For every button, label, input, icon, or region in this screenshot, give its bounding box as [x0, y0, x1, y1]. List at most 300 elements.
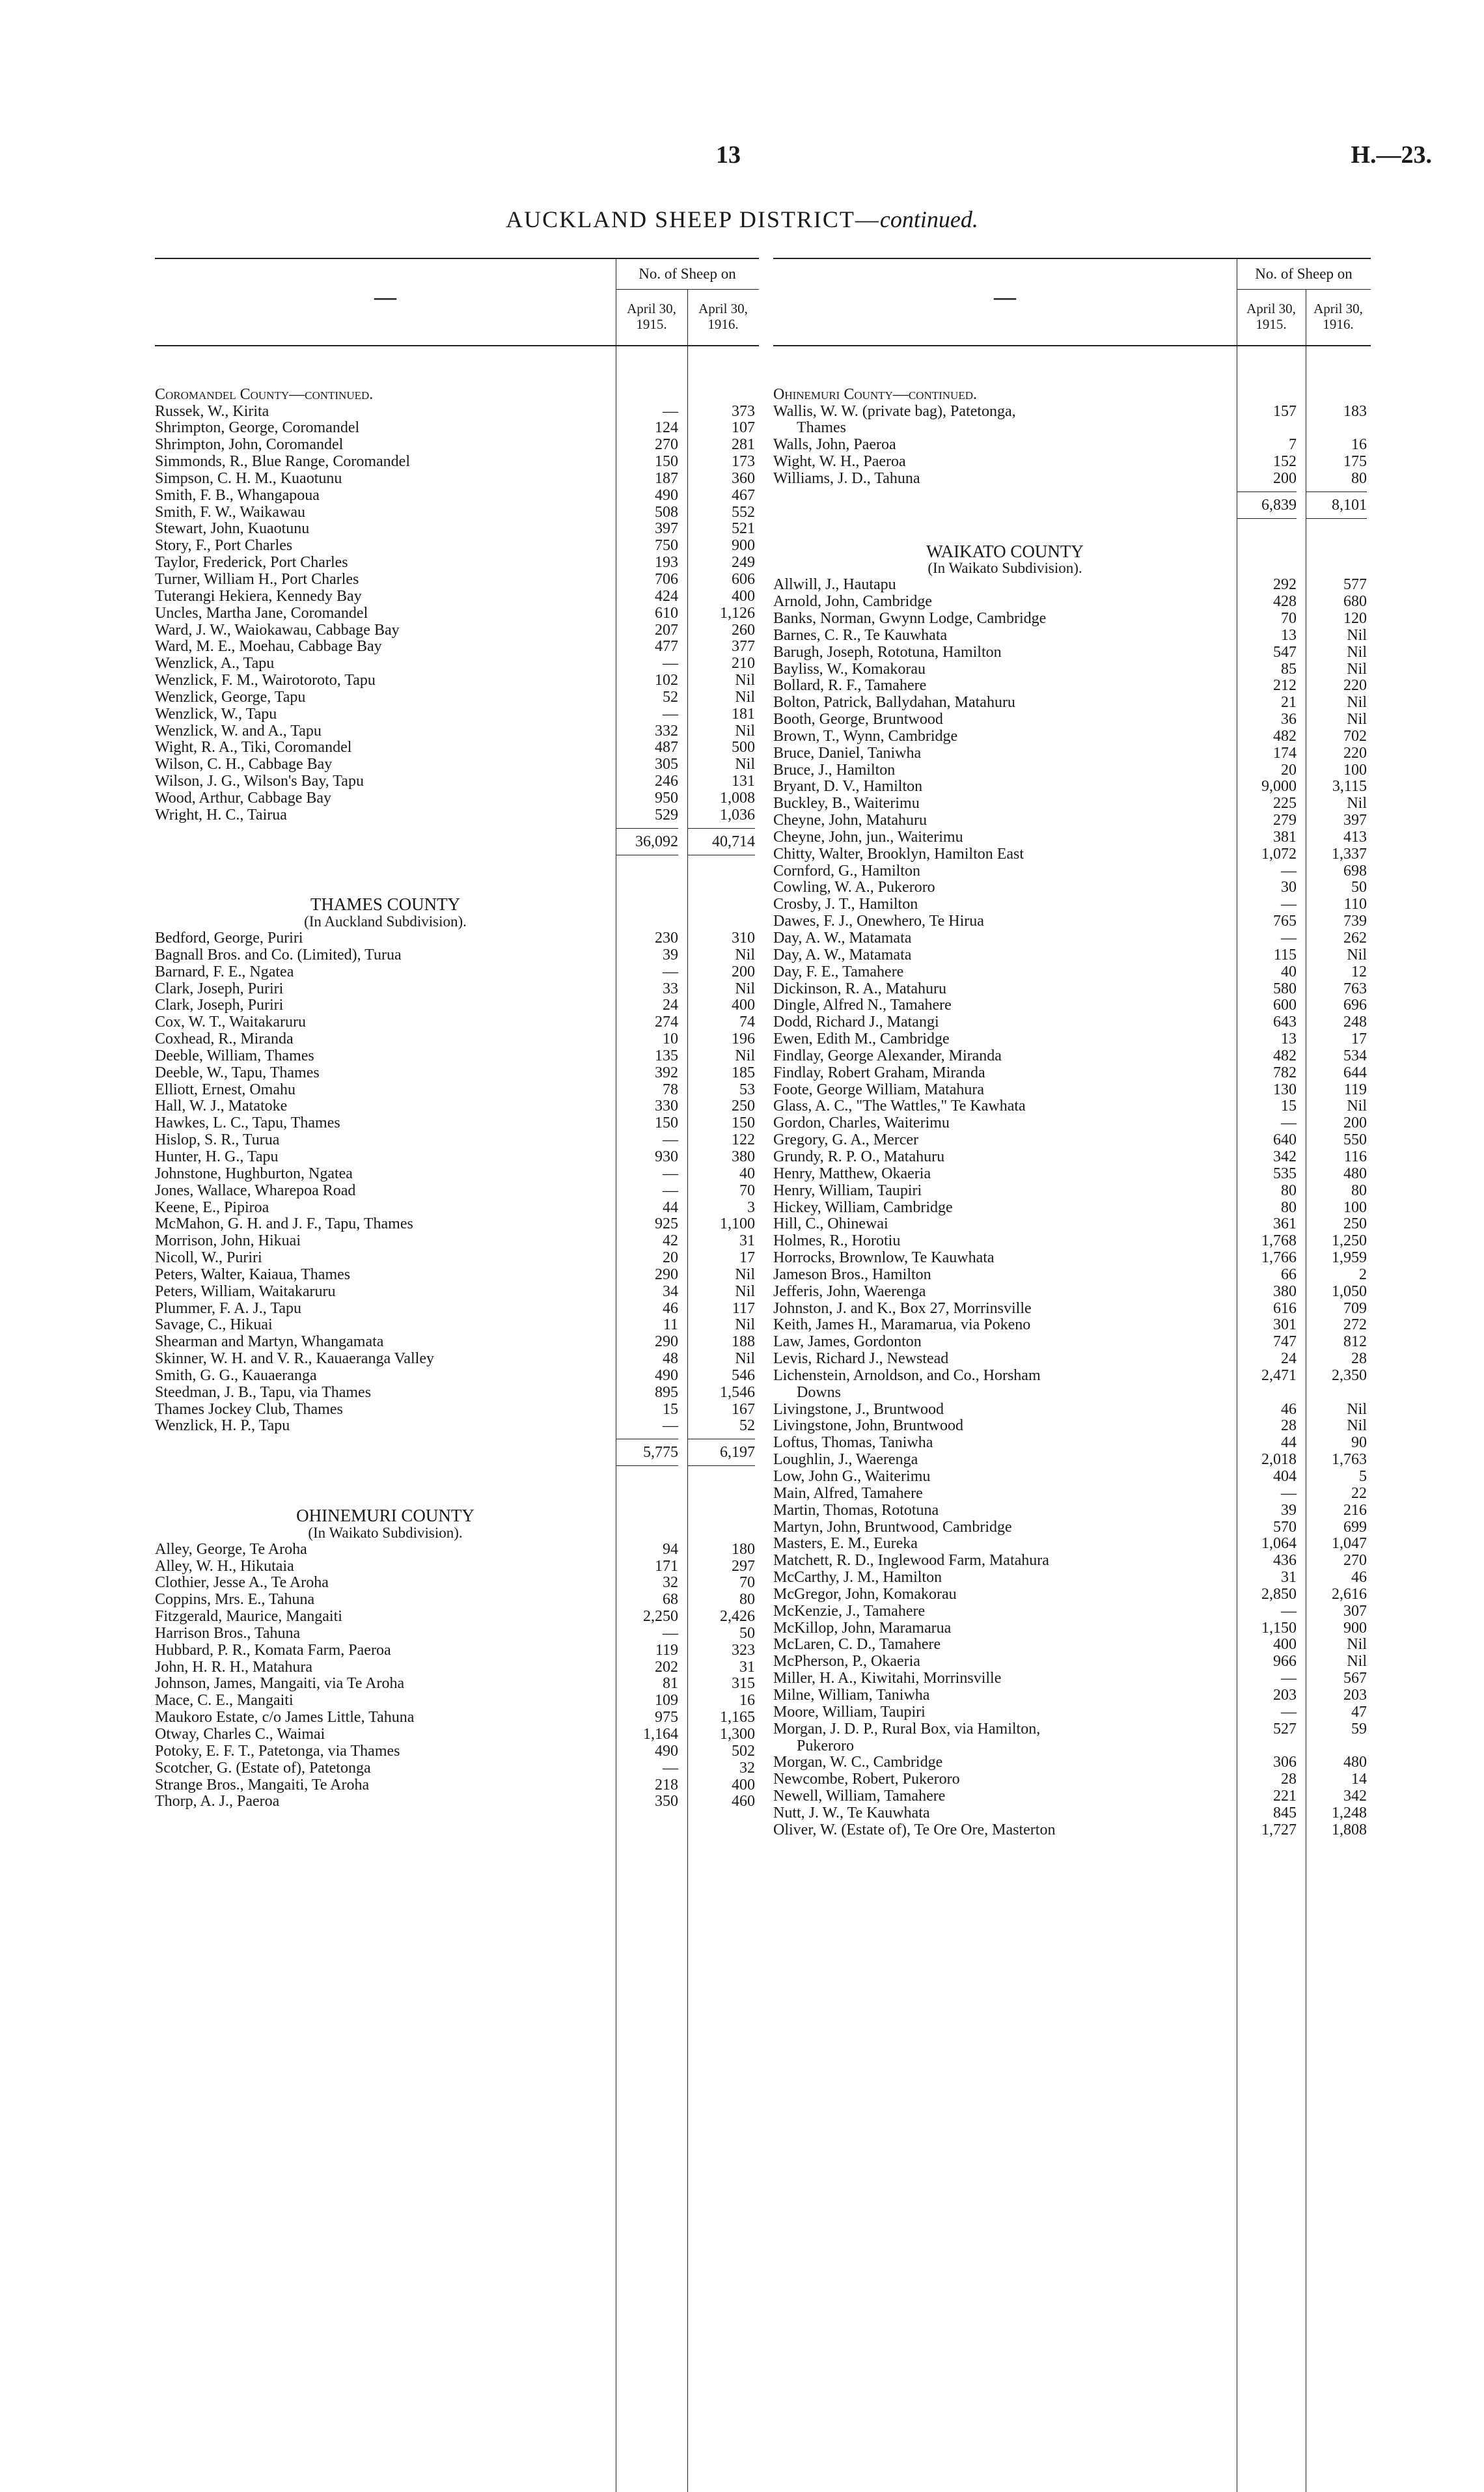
- table-row: [773, 1637, 1371, 1654]
- table-row: [773, 1553, 1371, 1570]
- owner-name: Bagnall Bros. and Co. (Limited), Turua: [155, 947, 402, 963]
- sheep-1915: 28: [1281, 1417, 1297, 1435]
- table-row: [773, 745, 1371, 762]
- sheep-1915: 290: [655, 1333, 678, 1351]
- sheep-1916: Nil: [1347, 694, 1367, 712]
- page-number: 13: [716, 141, 741, 169]
- sheep-1915: 279: [1273, 812, 1297, 829]
- sheep-1916: 297: [732, 1557, 755, 1575]
- sheep-1915: —: [663, 402, 678, 420]
- owner-name: Gregory, G. A., Mercer: [773, 1132, 919, 1149]
- header-group-label: No. of Sheep on: [1255, 266, 1353, 282]
- sheep-1916: Nil: [1347, 1636, 1367, 1654]
- sheep-1915: 950: [655, 789, 678, 807]
- sheep-1916: 397: [1343, 812, 1367, 829]
- sheep-1915: 306: [1273, 1754, 1297, 1771]
- owner-name: Alley, George, Te Aroha: [155, 1541, 307, 1558]
- sheep-1915: 845: [1273, 1804, 1297, 1821]
- owner-name: Bedford, George, Puriri: [155, 930, 303, 947]
- sheep-1915: 157: [1273, 402, 1297, 420]
- sheep-1916: 567: [1343, 1670, 1367, 1687]
- table-row: [773, 1098, 1371, 1115]
- owner-name: Morgan, J. D. P., Rural Box, via Hamilton,: [773, 1721, 1041, 1737]
- sheep-1916: 22: [1351, 1484, 1367, 1502]
- table-row: [773, 1065, 1371, 1082]
- sheep-1915: 765: [1273, 913, 1297, 930]
- sheep-1916: 1,047: [1332, 1535, 1367, 1553]
- section-title: THAMES COUNTY: [310, 896, 461, 914]
- owner-name: Livingstone, John, Bruntwood: [773, 1418, 963, 1435]
- sheep-1915: 1,072: [1261, 845, 1297, 863]
- sheep-1915: 119: [655, 1641, 678, 1659]
- sheep-1916: 400: [732, 1776, 755, 1793]
- owner-name: Peters, William, Waitakaruru: [155, 1283, 336, 1300]
- sheep-1915: 46: [1281, 1400, 1297, 1418]
- sheep-1916: 1,959: [1332, 1249, 1367, 1267]
- owner-name: Dodd, Richard J., Matangi: [773, 1014, 939, 1031]
- table-header: [155, 258, 759, 346]
- owner-name: Cheyne, John, Matahuru: [773, 812, 927, 829]
- table-row: [773, 1250, 1371, 1267]
- sheep-1915: 350: [655, 1793, 678, 1810]
- owner-name: Turner, William H., Port Charles: [155, 571, 359, 588]
- owner-name: Findlay, George Alexander, Miranda: [773, 1047, 1002, 1064]
- sheep-1915: 616: [1273, 1299, 1297, 1317]
- sheep-1915: 487: [655, 739, 678, 756]
- table-row: [155, 1385, 759, 1402]
- title-continued: continued.: [879, 206, 978, 232]
- head-row: [773, 387, 1371, 404]
- sheep-1915: 1,150: [1261, 1619, 1297, 1637]
- table-row: [155, 1014, 759, 1031]
- right-column: [773, 258, 1371, 2276]
- sheep-1916: 400: [732, 587, 755, 605]
- owner-name: Bruce, Daniel, Taniwha: [773, 745, 922, 762]
- owner-name: Shearman and Martyn, Whangamata: [155, 1334, 384, 1351]
- sheep-1916: 360: [732, 469, 755, 487]
- sheep-1916: Nil: [1347, 626, 1367, 644]
- table-row: [155, 1609, 759, 1626]
- sheep-1916: 1,050: [1332, 1282, 1367, 1300]
- sheep-1916: 107: [732, 419, 755, 437]
- sheep-1916: 100: [1343, 1198, 1367, 1216]
- sheep-1916: 31: [739, 1232, 755, 1250]
- table-row: [773, 913, 1371, 930]
- sheep-1916: 80: [1351, 469, 1367, 487]
- table-row: [155, 1098, 759, 1115]
- table-row: [155, 1351, 759, 1368]
- sheep-1915: —: [663, 1131, 678, 1149]
- sheep-1916: 480: [1343, 1754, 1367, 1771]
- sheep-1915: 508: [655, 503, 678, 521]
- sheep-1916: 900: [1343, 1619, 1367, 1637]
- sheep-1915: 2,850: [1261, 1585, 1297, 1603]
- sheep-1916: 2,350: [1332, 1366, 1367, 1384]
- table-row: [773, 644, 1371, 661]
- sheep-1916: 1,126: [720, 604, 755, 622]
- sheep-1915: 404: [1273, 1468, 1297, 1485]
- table-row: [155, 1183, 759, 1200]
- sheep-1916: 31: [739, 1658, 755, 1676]
- owner-name: Hill, C., Ohinewai: [773, 1216, 888, 1233]
- sheep-1915: 150: [655, 453, 678, 471]
- sub-row: [155, 913, 759, 930]
- owner-name: Hall, W. J., Matatoke: [155, 1098, 288, 1115]
- sheep-1916: 2,426: [720, 1608, 755, 1626]
- table-row: [155, 1082, 759, 1099]
- sheep-1915: 212: [1273, 677, 1297, 695]
- table-row: [155, 1048, 759, 1065]
- owner-name: Wilson, J. G., Wilson's Bay, Tapu: [155, 773, 364, 790]
- table-row: [155, 947, 759, 964]
- sheep-1915: 85: [1281, 660, 1297, 678]
- sheep-1915: 225: [1273, 795, 1297, 812]
- sheep-1916: 14: [1351, 1771, 1367, 1788]
- sheep-1915: 46: [663, 1299, 678, 1317]
- sheep-1915: 290: [655, 1266, 678, 1283]
- sheep-1915: —: [663, 1417, 678, 1435]
- sheep-1915: 36: [1281, 711, 1297, 728]
- table-row: [155, 964, 759, 981]
- sheep-1916: Nil: [1347, 1098, 1367, 1115]
- owner-name: Dingle, Alfred N., Tamahere: [773, 997, 952, 1014]
- table-row: [155, 1301, 759, 1318]
- owner-name: Moore, William, Taupiri: [773, 1704, 926, 1721]
- table-row: [155, 656, 759, 672]
- owner-name: Wight, W. H., Paeroa: [773, 454, 906, 471]
- sheep-1916: 110: [1343, 896, 1367, 913]
- owner-name: McPherson, P., Okaeria: [773, 1654, 920, 1670]
- owner-name: Wenzlick, F. M., Wairotoroto, Tapu: [155, 672, 376, 689]
- sheep-1915: 1,768: [1261, 1232, 1297, 1250]
- owner-name: Steedman, J. B., Tapu, via Thames: [155, 1384, 372, 1401]
- sheep-1916: 248: [1343, 1014, 1367, 1031]
- sheep-1915: 706: [655, 570, 678, 588]
- sheep-1916: 28: [1351, 1350, 1367, 1368]
- sheep-1916: 70: [739, 1574, 755, 1592]
- sheep-1915: 81: [663, 1675, 678, 1693]
- sheep-1916: 552: [732, 503, 755, 521]
- left-column: [155, 258, 759, 2276]
- sheep-1915: —: [663, 1182, 678, 1199]
- sheep-1915: 477: [655, 638, 678, 656]
- sheep-1915: 20: [1281, 761, 1297, 779]
- sheep-1916: 502: [732, 1742, 755, 1760]
- sheep-1915: 13: [1281, 626, 1297, 644]
- title-main: AUCKLAND SHEEP DISTRICT—: [506, 206, 880, 232]
- sheep-1915: 200: [1273, 469, 1297, 487]
- owner-name: Wight, R. A., Tiki, Coromandel: [155, 740, 352, 756]
- table-row: [155, 1132, 759, 1149]
- table-row: [155, 1418, 759, 1435]
- owner-name: Main, Alfred, Tamahere: [773, 1485, 923, 1502]
- owner-name: Loftus, Thomas, Taniwha: [773, 1435, 933, 1452]
- owner-name: Potoky, E. F. T., Patetonga, via Thames: [155, 1743, 400, 1760]
- table-row: [155, 1726, 759, 1743]
- owner-name: Uncles, Martha Jane, Coromandel: [155, 605, 368, 622]
- table-row: [155, 471, 759, 488]
- sheep-1916: 1,763: [1332, 1451, 1367, 1469]
- owner-name: Brown, T., Wynn, Cambridge: [773, 728, 958, 745]
- sheep-1916: 200: [732, 963, 755, 980]
- table-row: [155, 773, 759, 790]
- table-row: [155, 404, 759, 421]
- total-1916: 6,197: [687, 1439, 755, 1466]
- sheep-1916: 5: [1359, 1468, 1367, 1485]
- table-row: [155, 420, 759, 437]
- owner-name: Henry, William, Taupiri: [773, 1182, 922, 1199]
- owner-name: Loughlin, J., Waerenga: [773, 1452, 918, 1469]
- owner-name: Hickey, William, Cambridge: [773, 1199, 953, 1216]
- table-row: [155, 1368, 759, 1385]
- sheep-1916: 183: [1343, 402, 1367, 420]
- owner-name: McMahon, G. H. and J. F., Tapu, Thames: [155, 1216, 413, 1233]
- table-row: [773, 796, 1371, 812]
- table-row: [773, 1822, 1371, 1839]
- table-row: [155, 572, 759, 588]
- sheep-1915: 397: [655, 520, 678, 538]
- sheep-1915: 482: [1273, 1047, 1297, 1064]
- owner-name: Findlay, Robert Graham, Miranda: [773, 1064, 985, 1081]
- table-row: [773, 829, 1371, 846]
- sheep-1915: 580: [1273, 980, 1297, 997]
- table-row: [155, 1166, 759, 1183]
- gap-row: [155, 370, 759, 387]
- owner-name: Banks, Norman, Gwynn Lodge, Cambridge: [773, 610, 1047, 627]
- table-row: [773, 678, 1371, 695]
- sheep-1916: 1,337: [1332, 845, 1367, 863]
- table-row: [155, 1216, 759, 1233]
- sheep-1916: 220: [1343, 677, 1367, 695]
- owner-name: Bollard, R. F., Tamahere: [773, 678, 927, 695]
- sheep-1915: 270: [655, 436, 678, 454]
- owner-name: Keith, James H., Maramarua, via Pokeno: [773, 1317, 1031, 1334]
- owner-name: Thames: [797, 420, 846, 437]
- owner-name: Smith, F. W., Waikawau: [155, 504, 306, 521]
- table-row: [155, 930, 759, 947]
- sheep-1915: 400: [1273, 1636, 1297, 1654]
- sheep-1915: 171: [655, 1557, 678, 1575]
- table-row: [773, 1620, 1371, 1637]
- sheep-1915: 330: [655, 1098, 678, 1115]
- owner-name: Story, F., Port Charles: [155, 538, 293, 555]
- sheep-1915: 747: [1273, 1333, 1297, 1351]
- sheep-1916: 500: [732, 739, 755, 756]
- sheep-1916: 131: [732, 773, 755, 790]
- sheep-1915: 305: [655, 756, 678, 773]
- sheep-1916: 32: [739, 1759, 755, 1777]
- sheep-1916: 117: [732, 1299, 755, 1317]
- table-row: [773, 454, 1371, 471]
- table-row: [773, 1334, 1371, 1351]
- sheep-1915: —: [1281, 896, 1297, 913]
- sheep-1915: 600: [1273, 997, 1297, 1014]
- sheep-1915: 52: [663, 688, 678, 706]
- table-row: [773, 1402, 1371, 1419]
- sheep-1916: 644: [1343, 1064, 1367, 1081]
- sheep-1915: 33: [663, 980, 678, 997]
- page-title: [0, 206, 1484, 233]
- owner-name: Tuterangi Hekiera, Kennedy Bay: [155, 588, 362, 605]
- sheep-1915: 21: [1281, 694, 1297, 712]
- sheep-1916: 680: [1343, 593, 1367, 611]
- sheep-1916: Nil: [735, 1282, 755, 1300]
- table-row: [773, 1267, 1371, 1284]
- table-row: [773, 1721, 1371, 1738]
- table-row: [773, 1418, 1371, 1435]
- table-row: [773, 981, 1371, 998]
- owner-name: Wenzlick, W., Tapu: [155, 706, 277, 723]
- owner-name: Clothier, Jesse A., Te Aroha: [155, 1575, 329, 1592]
- sheep-1915: 174: [1273, 744, 1297, 762]
- table-row: [773, 863, 1371, 880]
- owner-name: Masters, E. M., Eureka: [773, 1536, 918, 1553]
- table-row: [773, 1284, 1371, 1301]
- sheep-1915: 48: [663, 1350, 678, 1368]
- table-row: [155, 1267, 759, 1284]
- sheep-1916: 260: [732, 621, 755, 639]
- owner-name: Morrison, John, Hikuai: [155, 1233, 301, 1250]
- sheep-1916: 17: [739, 1249, 755, 1267]
- table-row: [155, 981, 759, 998]
- sheep-1915: 2,250: [643, 1608, 678, 1626]
- owner-name: Wenzlick, W. and A., Tapu: [155, 723, 322, 740]
- sheep-1916: 702: [1343, 727, 1367, 745]
- table-row: [155, 1743, 759, 1760]
- table-row: [773, 1704, 1371, 1721]
- sheep-1915: 292: [1273, 576, 1297, 594]
- table-row: [773, 1586, 1371, 1603]
- owner-name: Oliver, W. (Estate of), Te Ore Ore, Masterton: [773, 1821, 1056, 1838]
- header-col-1916: April 30, 1916.: [1313, 301, 1363, 332]
- owner-name: Coppins, Mrs. E., Tahuna: [155, 1592, 315, 1609]
- owner-name: Johnstone, Hughburton, Ngatea: [155, 1165, 353, 1182]
- table-row: [155, 740, 759, 756]
- sheep-1915: 930: [655, 1148, 678, 1165]
- sheep-1915: 34: [663, 1282, 678, 1300]
- sheep-1916: 315: [732, 1675, 755, 1693]
- sheep-1916: 262: [1343, 930, 1367, 947]
- owner-name: Cowling, W. A., Pukeroro: [773, 879, 935, 896]
- table-row: [773, 728, 1371, 745]
- sheep-1915: 428: [1273, 593, 1297, 611]
- sheep-1916: 53: [739, 1081, 755, 1098]
- sheep-1916: 534: [1343, 1047, 1367, 1064]
- owner-name: Savage, C., Hikuai: [155, 1317, 273, 1334]
- sheep-1916: 1,008: [720, 789, 755, 807]
- sheep-1916: 272: [1343, 1316, 1367, 1334]
- owner-name: Hunter, H. G., Tapu: [155, 1148, 279, 1165]
- sheep-1915: —: [1281, 930, 1297, 947]
- table-row: [155, 1592, 759, 1609]
- sheep-1915: 643: [1273, 1014, 1297, 1031]
- sheep-1916: 739: [1343, 913, 1367, 930]
- table-row: [773, 577, 1371, 594]
- table-row: [773, 964, 1371, 981]
- table-row: [155, 1659, 759, 1676]
- sheep-1915: 527: [1273, 1720, 1297, 1737]
- gap-row: [773, 527, 1371, 544]
- table-row: [155, 1250, 759, 1267]
- header-col-1915: April 30, 1915.: [627, 301, 676, 332]
- table-row: [773, 1183, 1371, 1200]
- table-row: [155, 1693, 759, 1710]
- cont-row: [773, 420, 1371, 437]
- table-row: [773, 947, 1371, 964]
- sheep-1916: 281: [732, 436, 755, 454]
- table-row: [155, 1233, 759, 1250]
- owner-name: Wright, H. C., Tairua: [155, 807, 287, 824]
- table-row: [773, 471, 1371, 488]
- owner-name: Ewen, Edith M., Cambridge: [773, 1031, 950, 1048]
- table-row: [155, 706, 759, 723]
- sheep-1915: 1,727: [1261, 1821, 1297, 1838]
- sheep-1916: 1,165: [720, 1709, 755, 1726]
- owner-name: Barnard, F. E., Ngatea: [155, 963, 294, 980]
- section-row: [155, 1508, 759, 1525]
- table-row: [155, 437, 759, 454]
- sheep-1915: —: [663, 705, 678, 723]
- table-row: [773, 1536, 1371, 1553]
- sheep-1916: Nil: [1347, 1417, 1367, 1435]
- sheep-1916: 200: [1343, 1114, 1367, 1132]
- total-1915: 5,775: [616, 1439, 678, 1466]
- sheep-1915: 2,471: [1261, 1366, 1297, 1384]
- sheep-1915: 94: [663, 1540, 678, 1558]
- table-row: [773, 1166, 1371, 1183]
- table-row: [155, 1065, 759, 1082]
- table-row: [773, 762, 1371, 779]
- section-row: [155, 896, 759, 913]
- sheep-1916: 270: [1343, 1552, 1367, 1570]
- owner-name: Maukoro Estate, c/o James Little, Tahuna: [155, 1710, 415, 1726]
- sheep-1916: Nil: [1347, 1400, 1367, 1418]
- sheep-1915: 380: [1273, 1282, 1297, 1300]
- sheep-1916: 1,250: [1332, 1232, 1367, 1250]
- owner-name: Hubbard, P. R., Komata Farm, Paeroa: [155, 1642, 391, 1659]
- sheep-1915: —: [1281, 862, 1297, 879]
- sheep-1915: 381: [1273, 828, 1297, 846]
- owner-name: Thorp, A. J., Paeroa: [155, 1793, 280, 1810]
- table-row: [155, 555, 759, 572]
- owner-name: Elliott, Ernest, Omahu: [155, 1081, 295, 1098]
- sheep-1915: 130: [1273, 1081, 1297, 1098]
- sheep-1915: 490: [655, 1742, 678, 1760]
- owner-name: Matchett, R. D., Inglewood Farm, Matahura: [773, 1553, 1049, 1570]
- sheep-1915: 1,164: [643, 1725, 678, 1743]
- sheep-1916: 900: [732, 537, 755, 555]
- owner-name: Levis, Richard J., Newstead: [773, 1351, 949, 1368]
- sheep-1915: 187: [655, 469, 678, 487]
- sheep-1915: 895: [655, 1383, 678, 1401]
- table-row: [155, 1575, 759, 1592]
- section-title: WAIKATO COUNTY: [926, 543, 1084, 561]
- owner-name: Crosby, J. T., Hamilton: [773, 896, 918, 913]
- sheep-1915: 490: [655, 486, 678, 504]
- table-row: [773, 1115, 1371, 1132]
- total-row: [155, 824, 759, 863]
- owner-name: Williams, J. D., Tahuna: [773, 470, 920, 487]
- table-row: [773, 1654, 1371, 1670]
- owner-name: Arnold, John, Cambridge: [773, 594, 932, 611]
- table-row: [773, 1132, 1371, 1149]
- sheep-1915: 436: [1273, 1552, 1297, 1570]
- sheep-1916: 52: [739, 1417, 755, 1435]
- table-row: [773, 1469, 1371, 1486]
- table-row: [155, 1793, 759, 1810]
- table-row: [773, 712, 1371, 728]
- header-dash: —: [374, 285, 396, 309]
